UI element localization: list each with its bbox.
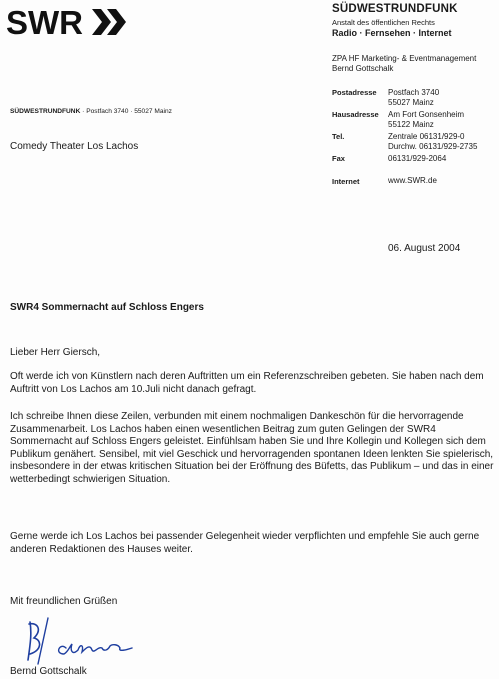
contact-value: Durchw. 06131/929-2735 (388, 142, 478, 151)
sender-address: · Postfach 3740 · 55027 Mainz (80, 108, 172, 115)
contact-value: Zentrale 06131/929-0 (388, 132, 465, 141)
logo-chevron-1 (92, 9, 111, 35)
body-paragraph-2: Ich schreibe Ihnen diese Zeilen, verbunden mit einem nochmaligen Dankeschön für die hervorragende Zusammenarbeit. Los Lachos haben einen wesentlichen Beitrag zum guten Gelingen der SWR4 Sommernacht auf Schloss Engers geleistet. Einfühlsam haben Sie und Ihre Kollegin und Kollegen sich dem Publikum genähert. Sensibel, mit viel Geschick und hervorragenden spontanen Ideen lenkten Sie spielerisch, insbesondere in der etwas kritischen Situation bei der Eröffnung des Büfetts, das Publikum – und das in einer wetterbedingt schwierigen Situation. (10, 411, 494, 485)
contact-label-postadresse: Postadresse (332, 88, 377, 97)
letterhead-department: ZPA HF Marketing- & Eventmanagement (332, 54, 477, 63)
contact-label-hausadresse: Hausadresse (332, 110, 379, 119)
handwritten-signature (8, 614, 148, 671)
contact-value: Postfach 3740 (388, 88, 440, 97)
contact-label-internet: Internet (332, 177, 360, 186)
contact-label-fax: Fax (332, 154, 345, 163)
sender-name: SÜDWESTRUNDFUNK (10, 108, 81, 115)
letterhead-brand: SÜDWESTRUNDFUNK (332, 3, 458, 15)
signature-name: Bernd Gottschalk (10, 666, 87, 677)
sender-line (10, 108, 172, 115)
letterhead-subtitle: Anstalt des öffentlichen Rechts (332, 18, 435, 27)
contact-label-tel: Tel. (332, 132, 345, 141)
body-paragraph-3: Gerne werde ich Los Lachos bei passender Gelegenheit wieder verpflichten und empfehle Sie auch gerne anderen Redaktionen des Hauses weiter. (10, 531, 480, 555)
contact-value: Am Fort Gonsenheim (388, 110, 465, 119)
letter-subject: SWR4 Sommernacht auf Schloss Engers (10, 302, 204, 313)
contact-value: 06131/929-2064 (388, 154, 447, 163)
letterhead-tagline: Radio · Fernsehen · Internet (332, 28, 452, 38)
body-paragraph-1: Oft werde ich von Künstlern nach deren Auftritten um ein Referenzschreiben gebeten. Sie haben nach dem Auftritt von Los Lachos am 10.Juli nicht danach gefragt. (10, 371, 484, 395)
logo-text: SWR (6, 4, 83, 40)
recipient: Comedy Theater Los Lachos (10, 141, 139, 152)
swr-logo (6, 4, 128, 40)
contact-value: 55027 Mainz (388, 98, 434, 107)
salutation: Lieber Herr Giersch, (10, 347, 101, 358)
letterhead-person: Bernd Gottschalk (332, 64, 394, 73)
letter-date: 06. August 2004 (388, 243, 461, 254)
contact-value: 55122 Mainz (388, 120, 434, 129)
closing: Mit freundlichen Grüßen (10, 596, 118, 607)
contact-value-website: www.SWR.de (388, 176, 437, 185)
